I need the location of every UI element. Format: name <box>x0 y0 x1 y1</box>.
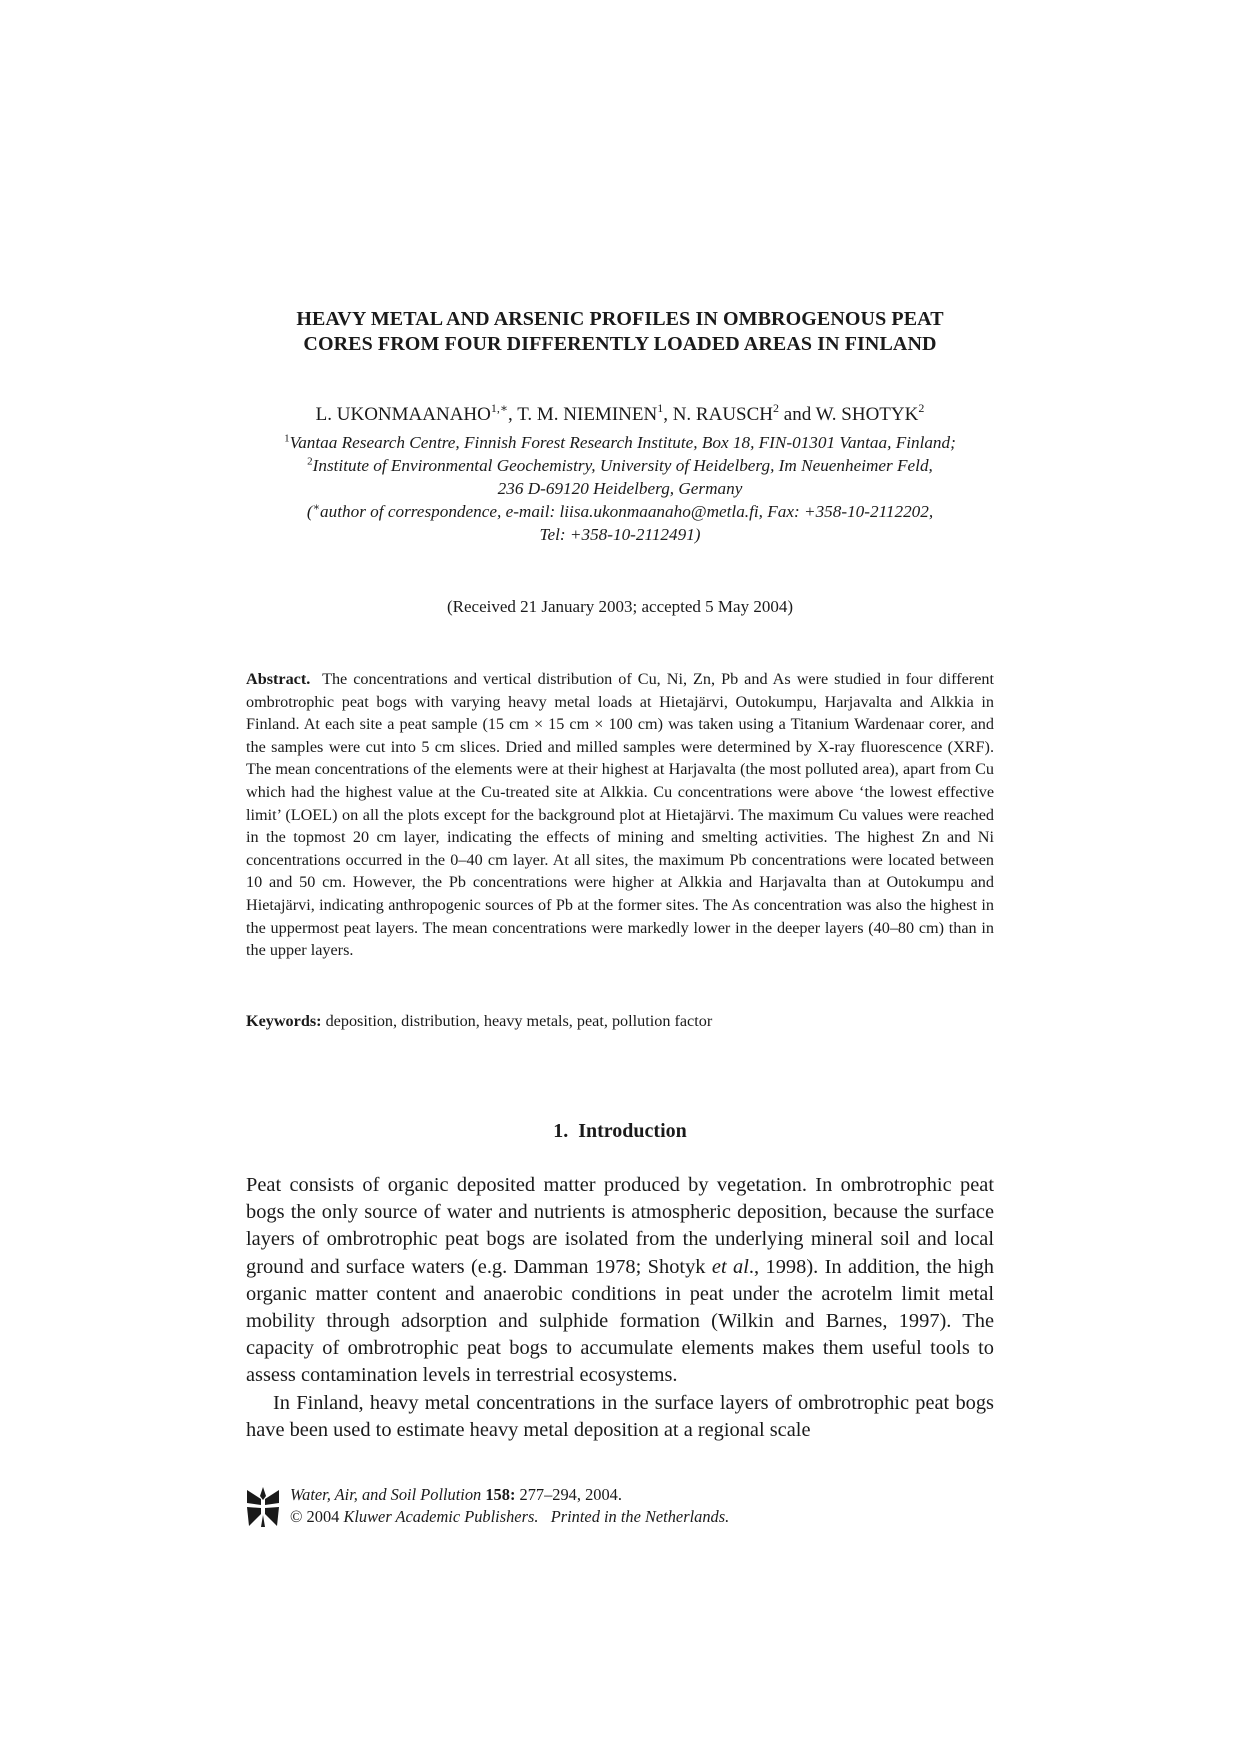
introduction-body <box>246 1172 994 1444</box>
footer-citation <box>290 1484 729 1528</box>
correspondence-phone: Tel: +358-10-2112491) <box>539 525 701 544</box>
abstract-label: Abstract. <box>246 670 311 688</box>
journal-citation <box>290 1484 729 1506</box>
journal-volume: 158: <box>485 1485 516 1504</box>
section-title: Introduction <box>578 1120 687 1142</box>
affiliations <box>240 431 1000 546</box>
paper-title <box>240 307 1000 357</box>
keywords-text: deposition, distribution, heavy metals, peat, pollution factor <box>325 1012 713 1030</box>
author-nieminen: T. M. NIEMINEN <box>517 404 658 425</box>
title-line-1: HEAVY METAL AND ARSENIC PROFILES IN OMBROGENOUS PEAT <box>296 308 944 330</box>
intro-paragraph-2: In Finland, heavy metal concentrations in the surface layers of ombrotrophic peat bogs have been used to estimate heavy metal deposition at a regional scale <box>246 1391 994 1441</box>
copyright-symbol: © <box>290 1507 303 1526</box>
author-4-affiliation-mark: 2 <box>918 400 925 415</box>
affiliation-2: $^2$Institute of Environmental Geochemistry, University of Heidelberg, Im Neuenheimer Feld, <box>307 455 933 475</box>
affiliation-2-address: 236 D-69120 Heidelberg, Germany <box>497 479 743 498</box>
keywords <box>246 1010 994 1032</box>
author-3-affiliation-mark: 2 <box>773 400 780 415</box>
author-rausch: N. RAUSCH <box>672 404 774 425</box>
abstract-text: The concentrations and vertical distribution of Cu, Ni, Zn, Pb and As were studied in four different ombrotrophic peat bogs with varying heavy metal loads at Hietajärvi, Outokumpu, Harjavalta and Alkkia in Finland. At each site a peat sample (15 cm × 15 cm × 100 cm) was taken using a Titanium Wardenaar corer, and the samples were cut into 5 cm slices. Dried and milled samples were determined by X-ray fluorescence (XRF). The mean concentrations of the elements were at their highest at Harjavalta (the most polluted area), apart from Cu which had the highest value at the Cu-treated site at Alkkia. Cu concentrations were above ‘the lowest effective limit’ (LOEL) on all the plots except for the background plot at Hietajärvi. The maximum Cu values were reached in the topmost 20 cm layer, indicating the effects of mining and smelting activities. The highest Zn and Ni concentrations occurred in the 0–40 cm layer. At all sites, the maximum Pb concentrations were located between 10 and 50 cm. However, the Pb concentrations were higher at Alkkia and Harjavalta than at Outokumpu and Hietajärvi, indicating anthropogenic sources of Pb at the former sites. The As concentration was also the highest in the uppermost peat layers. The mean concentrations were markedly lower in the deeper layers (40–80 cm) than in the upper layers. <box>246 670 994 960</box>
keywords-label: Keywords: <box>246 1012 322 1030</box>
journal-footer <box>246 1484 994 1534</box>
correspondence-contact: (∗author of correspondence, e-mail: liisa.ukonmaanaho@metla.fi, Fax: +358-10-2112202, <box>306 501 934 521</box>
journal-name: Water, Air, and Soil Pollution <box>290 1485 482 1504</box>
section-heading-introduction <box>246 1118 994 1144</box>
abstract <box>246 668 994 962</box>
author-2-affiliation-mark: 1 <box>657 400 664 415</box>
received-accepted-dates: (Received 21 January 2003; accepted 5 May 2004) <box>446 597 794 616</box>
publisher-logo-icon <box>246 1486 280 1528</box>
title-line-2: CORES FROM FOUR DIFFERENTLY LOADED AREAS IN FINLAND <box>303 333 937 355</box>
intro-paragraph-1: Peat consists of organic deposited matter produced by vegetation. In ombrotrophic peat bogs the only source of water and nutrients is atmospheric deposition, because the surface layers of ombrotrophic peat bogs are isolated from the underlying mineral soil and local ground and surface waters (e.g. Damman 1978; Shotyk et al., 1998). In addition, the high organic matter content and anaerobic conditions in peat under the acrotelm limit metal mobility through adsorption and sulphide formation (Wilkin and Barnes, 1997). The capacity of ombrotrophic peat bogs to accumulate elements makes them useful tools to assess contamination levels in terrestrial ecosystems. <box>246 1174 994 1387</box>
section-number: 1. <box>553 1120 569 1142</box>
author-shotyk: W. SHOTYK <box>815 404 919 425</box>
publisher-name: Kluwer Academic Publishers. <box>343 1507 539 1526</box>
journal-pages: 277–294, 2004. <box>515 1485 622 1504</box>
printed-in: Printed in the Netherlands. <box>550 1507 730 1526</box>
author-list: L. $UKONMAANAHO^{1,∗}$, T. M. NIEMINEN$^1$, N. RAUSCH$^2$ and W. SHOTYK$^2$ <box>315 400 925 425</box>
author-1-affiliation-mark: 1,∗ <box>490 400 509 415</box>
copyright-line: © 2004 Kluwer Academic Publishers. Printed in the Netherlands. <box>290 1507 730 1526</box>
affiliation-1: $^1$Vantaa Research Centre, Finnish Forest Research Institute, Box 18, FIN-01301 Vantaa, Finland; <box>284 432 956 452</box>
author-ukonmaanaho: L. UKONMAANAHO <box>315 404 491 425</box>
